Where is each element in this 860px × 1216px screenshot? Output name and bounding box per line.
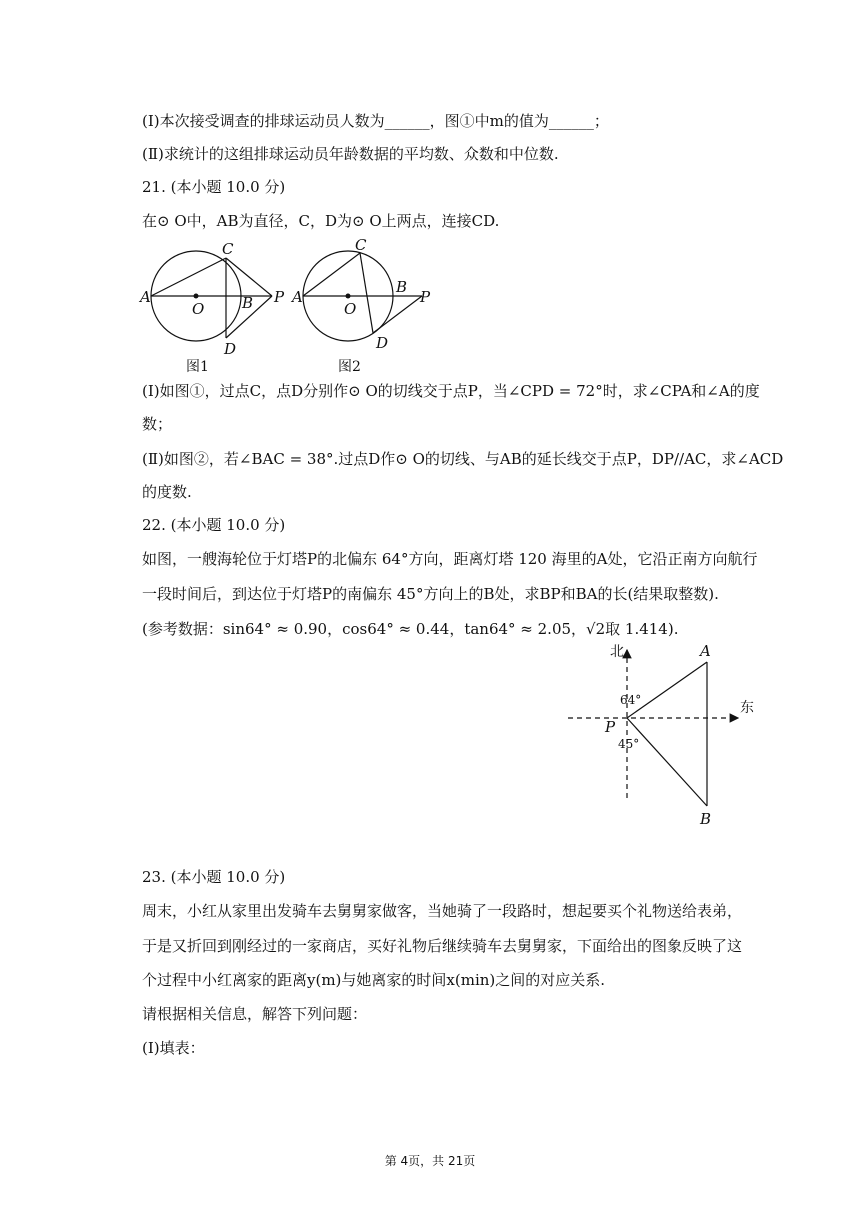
fig2-label-b: B [396, 278, 408, 296]
q23-line5: (Ⅰ)填表： [142, 1039, 205, 1057]
q21-statement: 在⊙ O中，AB为直径，C，D为⊙ O上两点，连接CD. [142, 212, 500, 230]
figure-1-circle-tangents [138, 238, 288, 376]
q20-part2: (Ⅱ)求统计的这组排球运动员年龄数据的平均数、众数和中位数. [142, 145, 559, 163]
page-footer: 第 4页，共 21页 [384, 1154, 476, 1168]
q22-line2: 一段时间后，到达位于灯塔P的南偏东 45°方向上的B处，求BP和BA的长(结果取整数). [142, 585, 719, 603]
fig1-label-o: O [192, 300, 205, 318]
fig2-label-d: D [376, 334, 389, 352]
q23-line1: 周末，小红从家里出发骑车去舅舅家做客，当她骑了一段路时，想起要买个礼物送给表弟， [142, 902, 743, 920]
fig1-label-p: P [274, 288, 285, 306]
fig2-label-c: C [355, 238, 367, 254]
fig3-label-a: A [700, 642, 711, 660]
q22-line3: (参考数据：sin64° ≈ 0.90，cos64° ≈ 0.44，tan64° ≈ 2.05，√2取 1.414). [142, 620, 679, 638]
fig1-caption: 图1 [186, 359, 209, 375]
q21-heading: 21. (本小题 10.0 分) [142, 178, 286, 196]
fig3-label-p: P [605, 718, 616, 736]
fig2-caption: 图2 [338, 359, 361, 375]
q23-heading: 23. (本小题 10.0 分) [142, 868, 286, 886]
fig1-label-c: C [222, 240, 234, 258]
fig1-label-a: A [140, 288, 151, 306]
fig3-angle-south: 45° [618, 737, 640, 751]
q21-part1-line2: 数； [142, 415, 173, 433]
fig1-label-d: D [224, 340, 237, 358]
fig3-label-east: 东 [740, 700, 754, 716]
figure-3-bearing-diagram [560, 640, 760, 830]
q21-part2-line1: (Ⅱ)如图②，若∠BAC = 38°.过点D作⊙ O的切线、与AB的延长线交于点P，DP//AC，求∠ACD [142, 450, 784, 468]
q20-part1: (Ⅰ)本次接受调查的排球运动员人数为______，图①中m的值为______； [142, 112, 609, 130]
figure-2-circle-tangent [290, 238, 440, 376]
q23-line2: 于是又折回到刚经过的一家商店，买好礼物后继续骑车去舅舅家，下面给出的图象反映了这 [142, 937, 743, 955]
q22-line1: 如图，一艘海轮位于灯塔P的北偏东 64°方向，距离灯塔 120 海里的A处，它沿正南方向航行 [142, 550, 758, 568]
fig3-angle-north: 64° [620, 693, 642, 707]
fig2-label-o: O [344, 300, 357, 318]
fig2-label-p: P [420, 288, 431, 306]
q23-line3: 个过程中小红离家的距离y(m)与她离家的时间x(min)之间的对应关系. [142, 971, 606, 989]
fig3-label-b: B [700, 810, 712, 828]
q22-heading: 22. (本小题 10.0 分) [142, 516, 286, 534]
q23-line4: 请根据相关信息，解答下列问题： [142, 1005, 368, 1023]
fig2-label-a: A [292, 288, 303, 306]
q21-part2-line2: 的度数. [142, 483, 192, 501]
q21-part1-line1: (Ⅰ)如图①，过点C，点D分别作⊙ O的切线交于点P，当∠CPD = 72°时，求∠CPA和∠A的度 [142, 382, 760, 400]
fig3-label-north: 北 [610, 644, 624, 660]
fig1-label-b: B [242, 294, 254, 312]
